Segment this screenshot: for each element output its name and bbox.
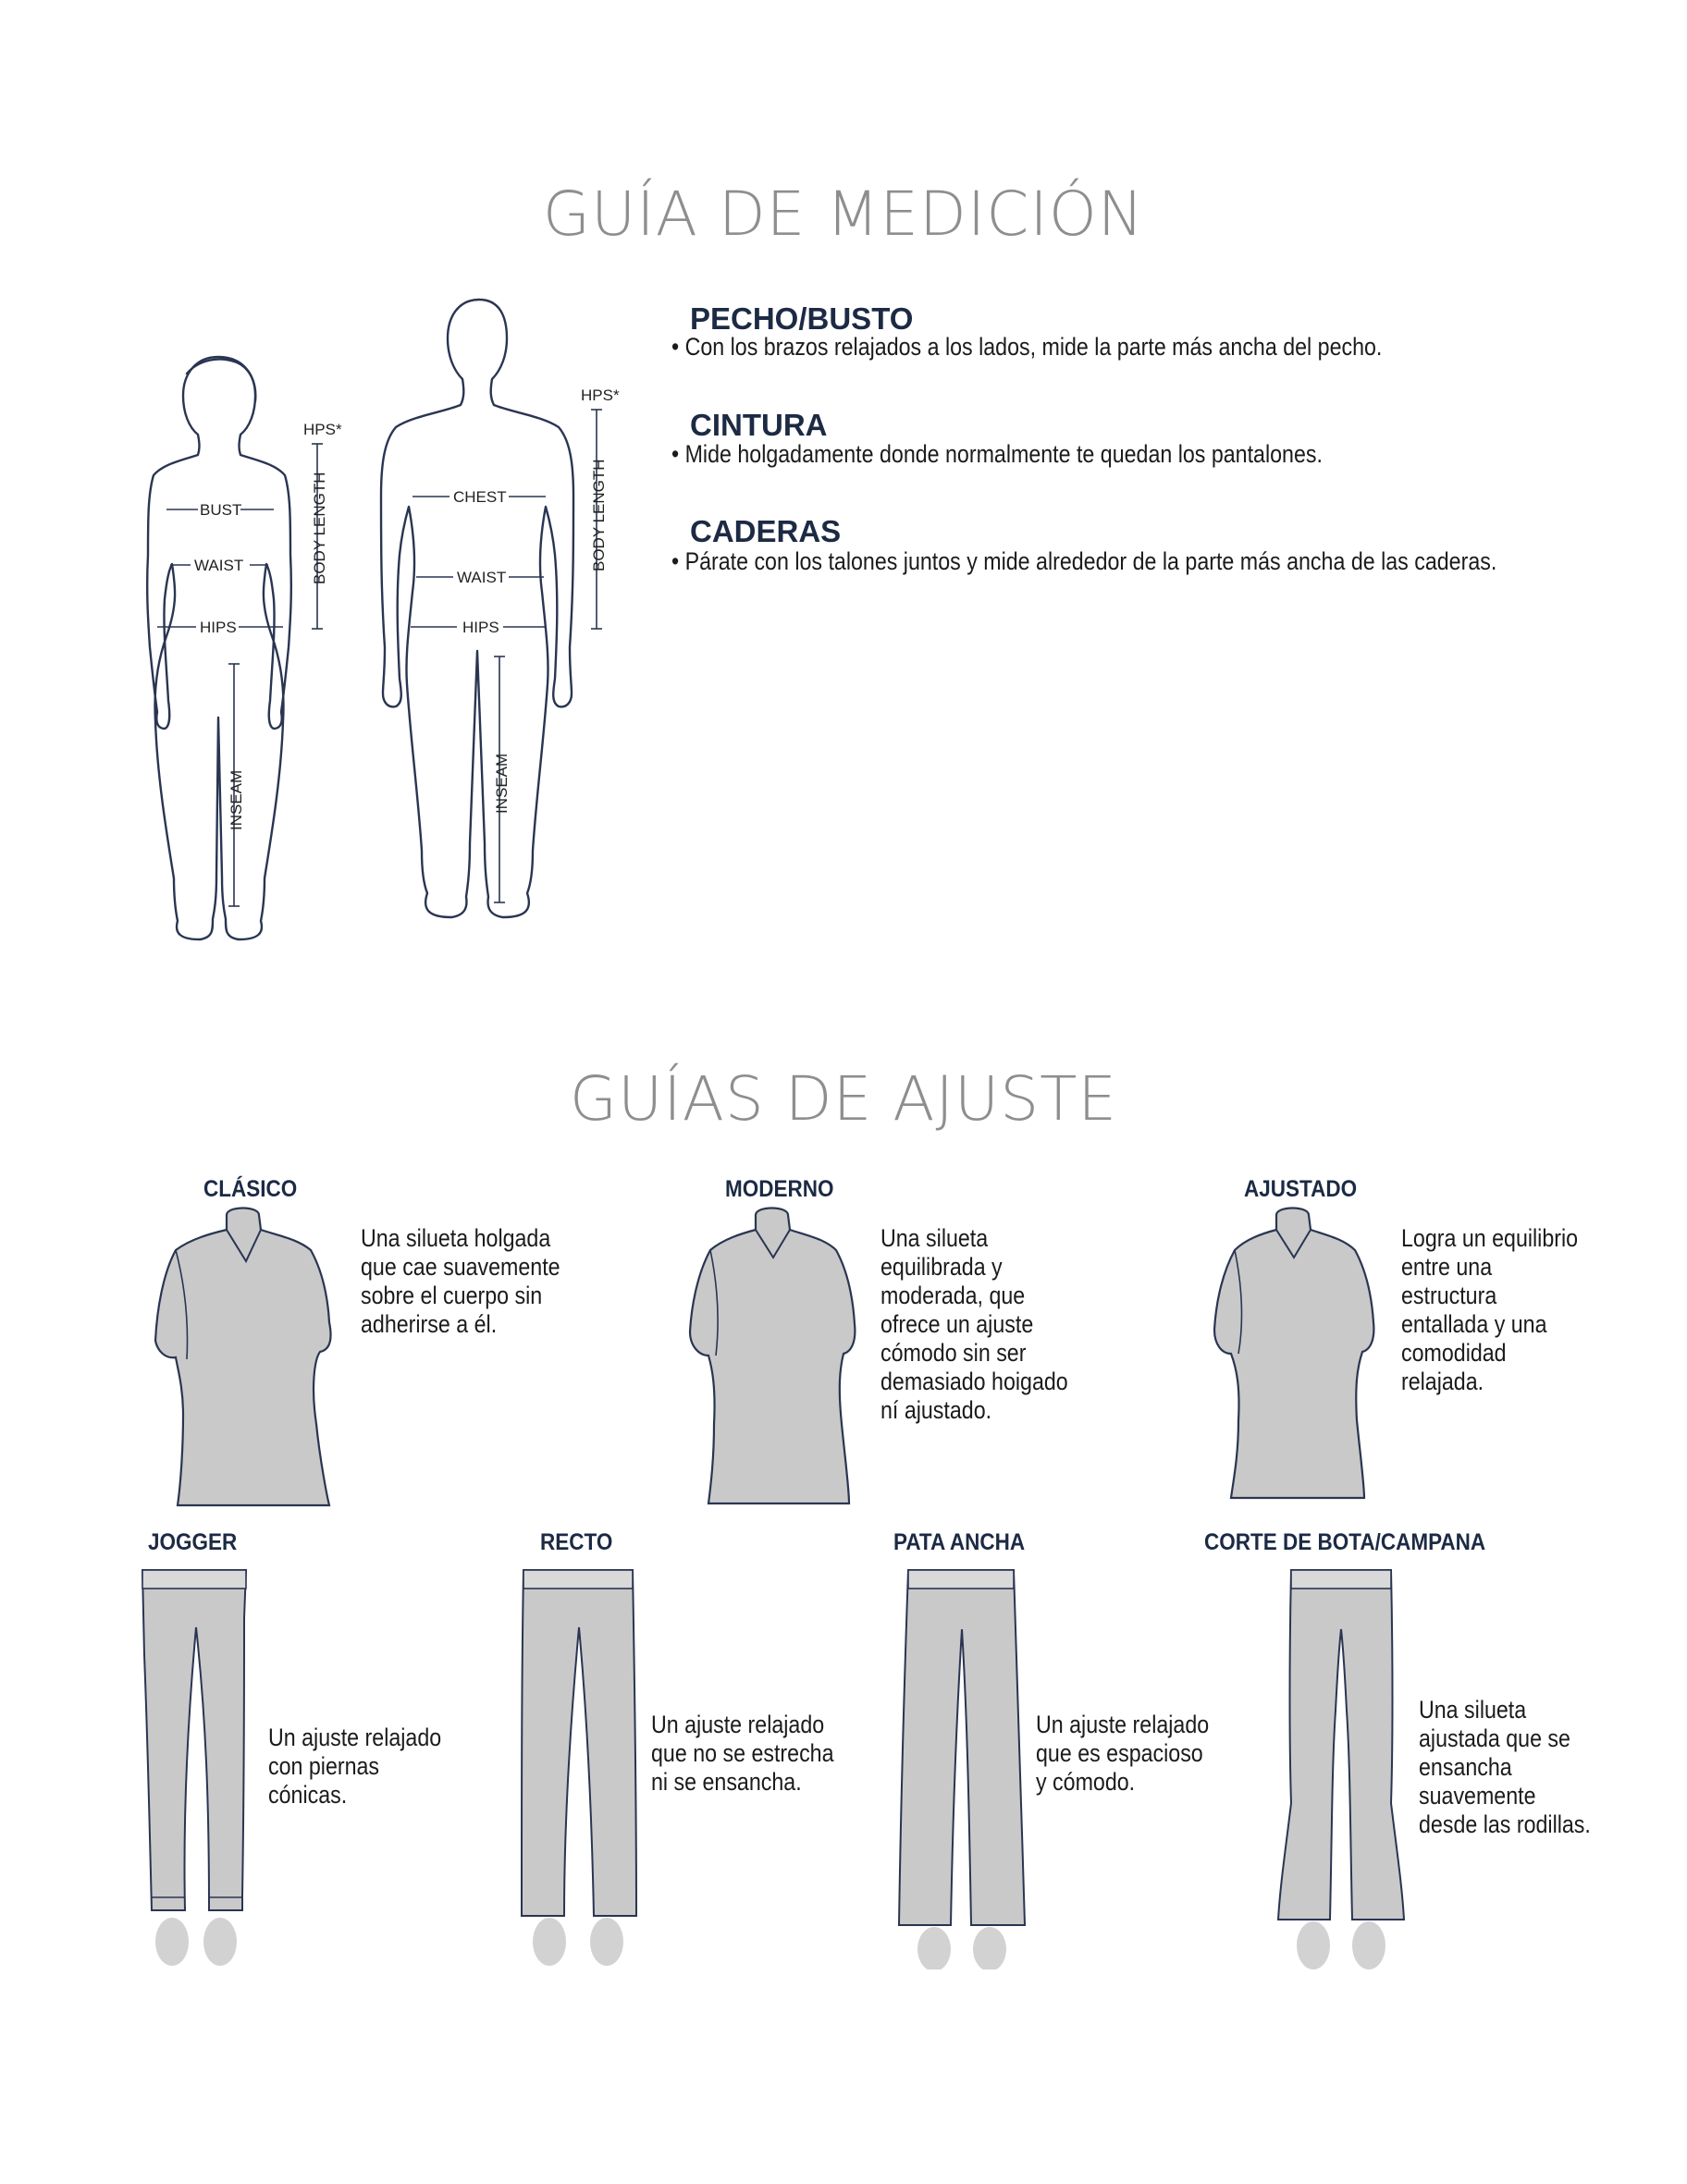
jogger-pants-illustration — [129, 1563, 259, 1969]
fit-name-modern: MODERNO — [725, 1176, 834, 1202]
male-inseam-label: INSEAM — [493, 753, 511, 814]
male-body-length-label: BODY LENGTH — [590, 459, 608, 571]
fitted-top-illustration — [1188, 1202, 1401, 1507]
fit-name-jogger: JOGGER — [148, 1529, 238, 1555]
section-text-hips: • Párate con los talones juntos y mide alrededor de la parte más ancha de las caderas. — [671, 547, 1497, 575]
fit-desc-straight: Un ajuste relajado que no se estrecha ni se ensancha. — [651, 1711, 834, 1796]
section-heading-hips: CADERAS — [690, 514, 842, 548]
fit-desc-jogger: Un ajuste relajado con piernas cónicas. — [268, 1724, 442, 1809]
fit-desc-fitted: Logra un equilibrio entre una estructura entallada y una comodidad relajada. — [1401, 1224, 1579, 1395]
fit-desc-wide-leg: Un ajuste relajado que es espacioso y cómodo. — [1036, 1711, 1210, 1796]
female-body-length-label: BODY LENGTH — [311, 472, 328, 584]
modern-top-illustration — [668, 1202, 880, 1507]
section-heading-waist: CINTURA — [690, 408, 828, 442]
fit-guide-title: GUÍAS DE AJUSTE — [569, 1063, 1118, 1135]
male-figure-outline — [381, 300, 573, 917]
body-figures-diagram — [0, 277, 666, 999]
fit-desc-bootcut: Una silueta ajustada que se ensancha suavemente desde las rodillas. — [1419, 1696, 1591, 1838]
female-bust-label: BUST — [200, 501, 242, 519]
section-text-waist: • Mide holgadamente donde normalmente te quedan los pantalones. — [671, 440, 1323, 468]
section-heading-chest: PECHO/BUSTO — [690, 301, 914, 336]
classic-top-illustration — [139, 1202, 351, 1507]
fit-name-wide-leg: PATA ANCHA — [893, 1529, 1026, 1555]
section-text-chest: • Con los brazos relajados a los lados, mide la parte más ancha del pecho. — [671, 333, 1383, 361]
bootcut-pants-illustration — [1276, 1563, 1406, 1969]
fit-name-bootcut: CORTE DE BOTA/CAMPANA — [1204, 1529, 1486, 1555]
female-hips-label: HIPS — [200, 619, 237, 636]
fit-desc-modern: Una silueta equilibrada y moderada, que ofrece un ajuste cómodo sin ser demasiado hoigado ní ajustado. — [880, 1224, 1068, 1424]
male-waist-label: WAIST — [457, 569, 507, 586]
female-inseam-label: INSEAM — [228, 769, 245, 830]
fit-desc-classic: Una silueta holgada que cae suavemente sobre el cuerpo sin adherirse a él. — [361, 1224, 560, 1338]
measurement-guide-title: GUÍA DE MEDICIÓN — [542, 178, 1145, 250]
fit-name-fitted: AJUSTADO — [1244, 1176, 1358, 1202]
female-hps-label: HPS* — [303, 421, 342, 438]
fit-name-classic: CLÁSICO — [203, 1176, 298, 1202]
female-waist-label: WAIST — [194, 557, 244, 574]
male-chest-label: CHEST — [453, 488, 507, 506]
male-hips-label: HIPS — [462, 619, 499, 636]
male-hps-label: HPS* — [581, 386, 620, 404]
straight-pants-illustration — [514, 1563, 644, 1969]
female-figure-outline — [147, 357, 291, 939]
wide-leg-pants-illustration — [897, 1563, 1027, 1969]
fit-name-straight: RECTO — [540, 1529, 613, 1555]
